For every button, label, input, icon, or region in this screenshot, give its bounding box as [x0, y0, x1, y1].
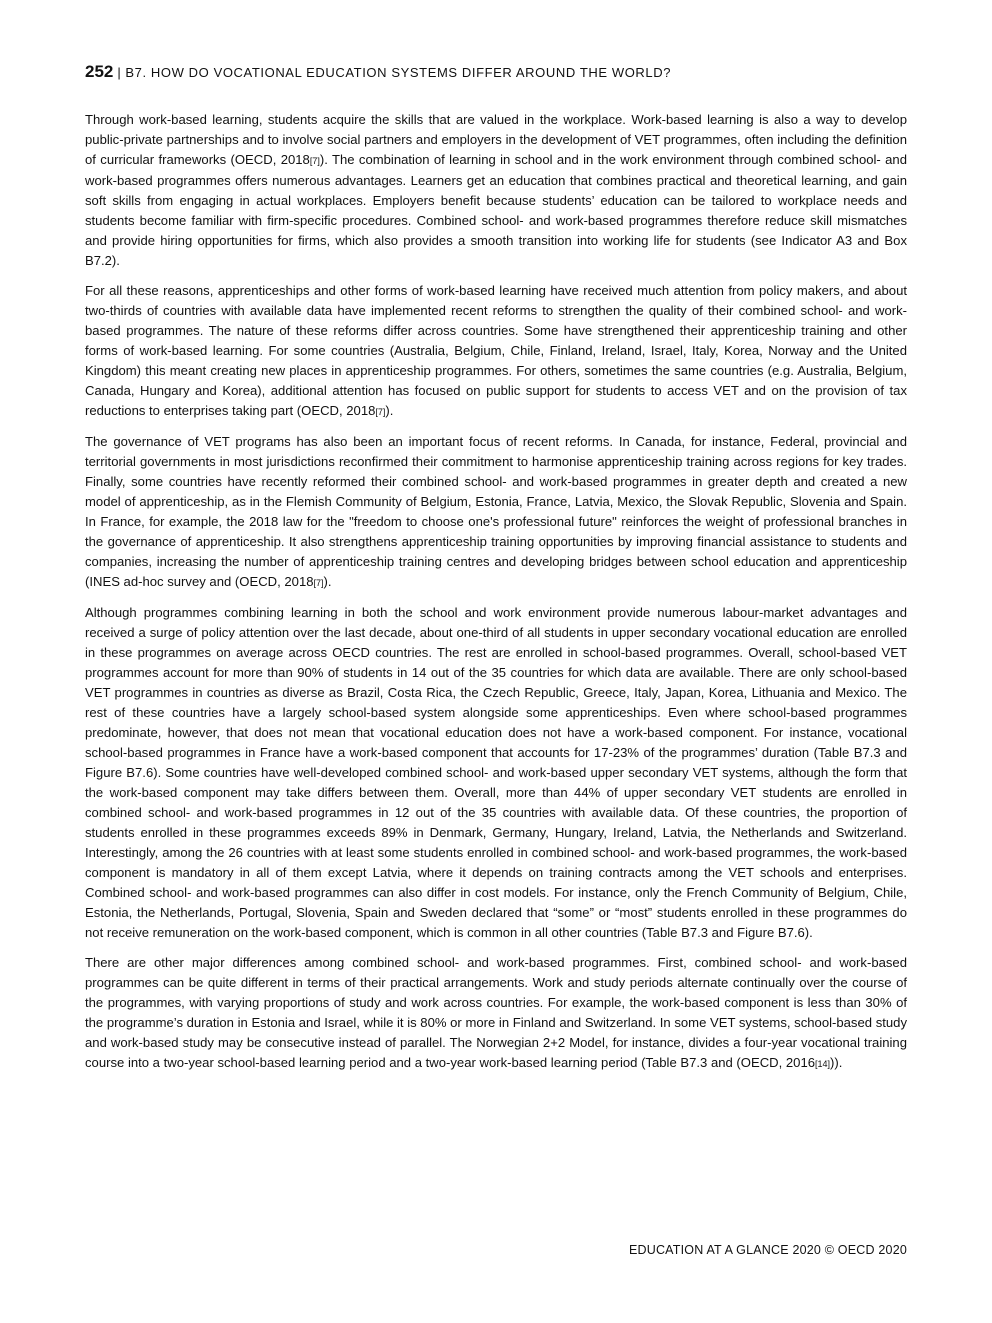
paragraph-1-text-b: ). The combination of learning in school and in the work environment through combined school- and work-based programmes offers numerous advantages. Learners get an education that combines practical and theoretical learning, and gain soft skills from engaging in actual workplaces. Employers benefit because students’ education can be tailored to workplace needs and students become familiar with firm-specific procedures. Combined school- and work-based programmes therefore reduce skill mismatches and provide hiring opportunities for firms, which also provides a smooth transition into working life for students (see Indicator A3 and Box B7.2).: [85, 152, 907, 268]
paragraph-5-text-a: There are other major differences among combined school- and work-based programmes. First, combined school- and work-based programmes can be quite different in terms of their practical arrangements. Work and study periods alternate continually over the course of the programmes, with varying proportions of study and work across countries. For example, the work-based component is less than 30% of the programme’s duration in Estonia and Israel, while it is 80% or more in Finland and Switzerland. In some VET systems, school-based study and work-based study may be consecutive instead of parallel. The Norwegian 2+2 Model, for instance, divides a four-year vocational training course into a two-year school-based learning period and a two-year work-based learning period (Table B7.3 and (OECD, 2016: [85, 955, 907, 1070]
paragraph-4: [85, 603, 907, 943]
paragraph-2-text-b: ).: [385, 403, 394, 418]
paragraph-3-text-b: ).: [323, 574, 332, 589]
citation-ref: [7]: [375, 407, 386, 417]
body-text: [85, 110, 907, 1084]
paragraph-3: [85, 432, 907, 593]
paragraph-5: [85, 953, 907, 1074]
paragraph-1-text-a: Through work-based learning, students acquire the skills that are valued in the workplace. Work-based learning is also a way to develop public-private partnerships and to involve social partners and employers in the development of VET programmes, often including the definition of curricular frameworks (OECD, 2018: [85, 112, 907, 167]
running-title: B7. HOW DO VOCATIONAL EDUCATION SYSTEMS DIFFER AROUND THE WORLD?: [125, 65, 672, 80]
citation-ref: [7]: [309, 156, 320, 166]
paragraph-2: [85, 281, 907, 422]
paragraph-1: [85, 110, 907, 271]
paragraph-2-text-a: For all these reasons, apprenticeships and other forms of work-based learning have received much attention from policy makers, and about two-thirds of countries with available data have implemented recent reforms to strengthen the quality of their combined school- and work-based programmes. The nature of these reforms differ across countries. Some have strengthened their apprenticeship training and other forms of work-based learning. For some countries (Australia, Belgium, Chile, Finland, Ireland, Israel, Italy, Korea, Norway and the United Kingdom) this meant creating new places in apprenticeship programmes. For others, sometimes the same countries (e.g. Australia, Belgium, Canada, Hungary and Korea), additional attention has focused on public support for students to access VET and on the provision of tax reductions to enterprises taking part (OECD, 2018: [85, 283, 907, 418]
citation-ref: [14]: [815, 1059, 831, 1069]
paragraph-5-text-b: )).: [830, 1055, 843, 1070]
paragraph-4-text-a: Although programmes combining learning in both the school and work environment provide numerous labour-market advantages and received a surge of policy attention over the last decade, about one-third of all students in upper secondary vocational education are enrolled in these programmes on average across OECD countries. The rest are enrolled in school-based programmes. Overall, school-based VET programmes account for more than 90% of students in 14 out of the 35 countries for which data are available. There are only school-based VET programmes in countries as diverse as Brazil, Costa Rica, the Czech Republic, Greece, Italy, Japan, Korea, Lithuania and Mexico. The rest of these countries have a largely school-based system alongside some apprenticeships. Even where school-based programmes predominate, however, that does not mean that vocational education does not have a work-based component. For instance, vocational school-based programmes in France have a work-based component that accounts for 17-23% of the programmes’ duration (Table B7.3 and Figure B7.6). Some countries have well-developed combined school- and work-based upper secondary VET systems, although the form that the work-based component may take differs between them. Overall, more than 44% of upper secondary VET students are enrolled in combined school- and work-based programmes in 12 out of the 35 countries with available data. Of these countries, the proportion of students enrolled in these programmes exceeds 89% in Denmark, Germany, Hungary, Ireland, Latvia, the Netherlands and Switzerland. Interestingly, among the 26 countries with at least some students enrolled in combined school- and work-based programmes, the work-based component is mandatory in all of them except Latvia, where it depends on training contracts among the VET schools and enterprises. Combined school- and work-based programmes can also differ in cost models. For instance, only the French Community of Belgium, Chile, Estonia, the Netherlands, Portugal, Slovenia, Spain and Sweden declared that “some” or “most” students enrolled in these programmes do not receive remuneration on the work-based component, which is common in all other countries (Table B7.3 and Figure B7.6).: [85, 605, 907, 940]
citation-ref: [7]: [313, 578, 324, 588]
paragraph-3-text-a: The governance of VET programs has also been an important focus of recent reforms. In Canada, for instance, Federal, provincial and territorial governments in most jurisdictions reconfirmed their commitment to harmonise apprenticeship training across regions for key trades. Finally, some countries have recently reformed their combined school- and work-based programmes in greater depth and created a new model of apprenticeship, as in the Flemish Community of Belgium, Estonia, France, Latvia, Mexico, the Slovak Republic, Slovenia and Spain. In France, for example, the 2018 law for the "freedom to choose one's professional future" reinforces the weight of professional branches in the governance of apprenticeship. It also strengthens apprenticeship training opportunities by improving financial assistance to students and companies, increasing the number of apprenticeship training centres and developing bridges between school education and apprenticeship (INES ad-hoc survey and (OECD, 2018: [85, 434, 907, 589]
page-footer: EDUCATION AT A GLANCE 2020 © OECD 2020: [628, 1243, 907, 1257]
page-number: 252: [85, 62, 114, 81]
running-header: [85, 62, 671, 82]
header-separator: |: [117, 65, 122, 80]
